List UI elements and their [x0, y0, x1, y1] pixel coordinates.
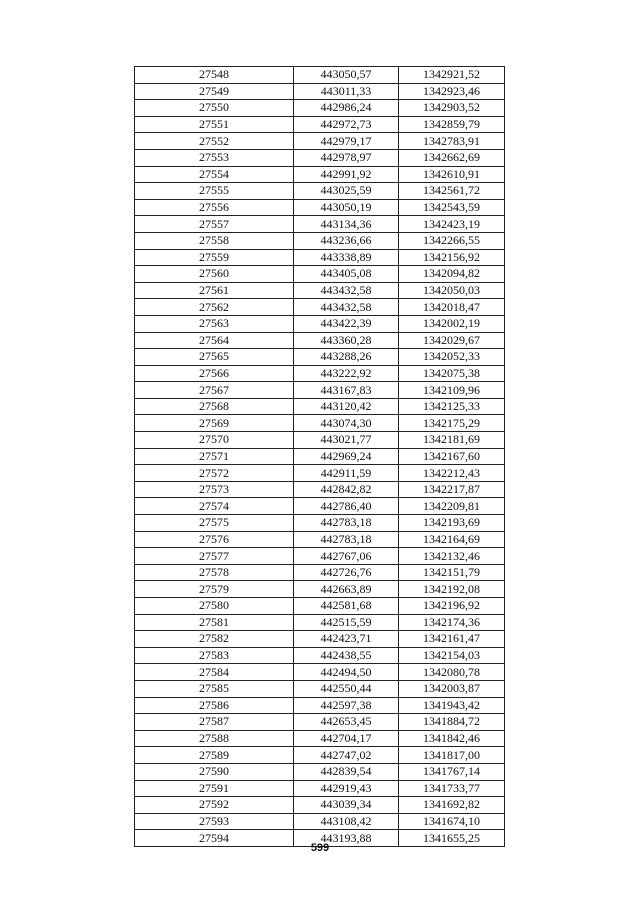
y-coordinate-cell: 1342783,91: [399, 133, 505, 150]
point-number-cell: 27551: [135, 116, 294, 133]
y-coordinate-cell: 1342075,38: [399, 365, 505, 382]
y-coordinate-cell: 1342156,92: [399, 249, 505, 266]
point-number-cell: 27587: [135, 714, 294, 731]
table-row: [135, 249, 505, 266]
y-coordinate-cell: 1342610,91: [399, 166, 505, 183]
y-coordinate-cell: 1341692,82: [399, 797, 505, 814]
table-row: [135, 730, 505, 747]
point-number-cell: 27579: [135, 581, 294, 598]
x-coordinate-cell: 443288,26: [294, 349, 399, 366]
table-row: [135, 116, 505, 133]
y-coordinate-cell: 1342154,03: [399, 647, 505, 664]
y-coordinate-cell: 1342094,82: [399, 266, 505, 283]
y-coordinate-cell: 1341842,46: [399, 730, 505, 747]
y-coordinate-cell: 1342132,46: [399, 548, 505, 565]
table-row: [135, 797, 505, 814]
point-number-cell: 27573: [135, 481, 294, 498]
x-coordinate-cell: 443167,83: [294, 382, 399, 399]
y-coordinate-cell: 1342543,59: [399, 199, 505, 216]
table-row: [135, 448, 505, 465]
table-row: [135, 581, 505, 598]
point-number-cell: 27571: [135, 448, 294, 465]
y-coordinate-cell: 1342209,81: [399, 498, 505, 515]
y-coordinate-cell: 1342193,69: [399, 515, 505, 532]
x-coordinate-cell: 443050,57: [294, 67, 399, 84]
y-coordinate-cell: 1342266,55: [399, 232, 505, 249]
y-coordinate-cell: 1342161,47: [399, 631, 505, 648]
point-number-cell: 27577: [135, 548, 294, 565]
table-row: [135, 813, 505, 830]
coordinates-table: [134, 66, 505, 847]
point-number-cell: 27570: [135, 432, 294, 449]
point-number-cell: 27594: [135, 830, 294, 847]
x-coordinate-cell: 442423,71: [294, 631, 399, 648]
point-number-cell: 27590: [135, 763, 294, 780]
x-coordinate-cell: 443338,89: [294, 249, 399, 266]
y-coordinate-cell: 1342018,47: [399, 299, 505, 316]
y-coordinate-cell: 1342921,52: [399, 67, 505, 84]
point-number-cell: 27583: [135, 647, 294, 664]
y-coordinate-cell: 1342080,78: [399, 664, 505, 681]
point-number-cell: 27550: [135, 100, 294, 117]
point-number-cell: 27569: [135, 415, 294, 432]
table-row: [135, 83, 505, 100]
table-row: [135, 266, 505, 283]
y-coordinate-cell: 1342859,79: [399, 116, 505, 133]
x-coordinate-cell: 442783,18: [294, 515, 399, 532]
y-coordinate-cell: 1342125,33: [399, 398, 505, 415]
point-number-cell: 27578: [135, 564, 294, 581]
table-row: [135, 133, 505, 150]
y-coordinate-cell: 1341655,25: [399, 830, 505, 847]
table-row: [135, 614, 505, 631]
y-coordinate-cell: 1342002,19: [399, 315, 505, 332]
table-row: [135, 149, 505, 166]
x-coordinate-cell: 442919,43: [294, 780, 399, 797]
table-row: [135, 398, 505, 415]
point-number-cell: 27548: [135, 67, 294, 84]
y-coordinate-cell: 1342923,46: [399, 83, 505, 100]
y-coordinate-cell: 1342192,08: [399, 581, 505, 598]
x-coordinate-cell: 442494,50: [294, 664, 399, 681]
y-coordinate-cell: 1341884,72: [399, 714, 505, 731]
y-coordinate-cell: 1342561,72: [399, 183, 505, 200]
table-row: [135, 349, 505, 366]
table-row: [135, 697, 505, 714]
x-coordinate-cell: 443360,28: [294, 332, 399, 349]
y-coordinate-cell: 1341767,14: [399, 763, 505, 780]
x-coordinate-cell: 442783,18: [294, 531, 399, 548]
point-number-cell: 27585: [135, 680, 294, 697]
x-coordinate-cell: 443134,36: [294, 216, 399, 233]
x-coordinate-cell: 443422,39: [294, 315, 399, 332]
point-number-cell: 27582: [135, 631, 294, 648]
point-number-cell: 27574: [135, 498, 294, 515]
table-row: [135, 100, 505, 117]
x-coordinate-cell: 443222,92: [294, 365, 399, 382]
table-row: [135, 481, 505, 498]
table-row: [135, 415, 505, 432]
y-coordinate-cell: 1342181,69: [399, 432, 505, 449]
table-row: [135, 780, 505, 797]
x-coordinate-cell: 443193,88: [294, 830, 399, 847]
table-row: [135, 299, 505, 316]
point-number-cell: 27559: [135, 249, 294, 266]
point-number-cell: 27591: [135, 780, 294, 797]
page-number: 599: [310, 842, 330, 854]
table-row: [135, 199, 505, 216]
x-coordinate-cell: 443039,34: [294, 797, 399, 814]
table-row: [135, 67, 505, 84]
x-coordinate-cell: 442515,59: [294, 614, 399, 631]
y-coordinate-cell: 1342174,36: [399, 614, 505, 631]
y-coordinate-cell: 1342003,87: [399, 680, 505, 697]
y-coordinate-cell: 1342196,92: [399, 598, 505, 615]
x-coordinate-cell: 442704,17: [294, 730, 399, 747]
table-row: [135, 564, 505, 581]
table-row: [135, 315, 505, 332]
point-number-cell: 27568: [135, 398, 294, 415]
point-number-cell: 27556: [135, 199, 294, 216]
y-coordinate-cell: 1342662,69: [399, 149, 505, 166]
point-number-cell: 27572: [135, 465, 294, 482]
point-number-cell: 27558: [135, 232, 294, 249]
x-coordinate-cell: 442839,54: [294, 763, 399, 780]
point-number-cell: 27575: [135, 515, 294, 532]
x-coordinate-cell: 443108,42: [294, 813, 399, 830]
x-coordinate-cell: 443025,59: [294, 183, 399, 200]
table-row: [135, 432, 505, 449]
point-number-cell: 27564: [135, 332, 294, 349]
point-number-cell: 27567: [135, 382, 294, 399]
point-number-cell: 27563: [135, 315, 294, 332]
table-body: [135, 67, 505, 847]
x-coordinate-cell: 442747,02: [294, 747, 399, 764]
point-number-cell: 27553: [135, 149, 294, 166]
x-coordinate-cell: 443405,08: [294, 266, 399, 283]
point-number-cell: 27576: [135, 531, 294, 548]
y-coordinate-cell: 1341943,42: [399, 697, 505, 714]
y-coordinate-cell: 1342167,60: [399, 448, 505, 465]
point-number-cell: 27560: [135, 266, 294, 283]
point-number-cell: 27565: [135, 349, 294, 366]
x-coordinate-cell: 443120,42: [294, 398, 399, 415]
table-row: [135, 548, 505, 565]
x-coordinate-cell: 443050,19: [294, 199, 399, 216]
y-coordinate-cell: 1341674,10: [399, 813, 505, 830]
x-coordinate-cell: 442986,24: [294, 100, 399, 117]
y-coordinate-cell: 1342903,52: [399, 100, 505, 117]
table-row: [135, 465, 505, 482]
x-coordinate-cell: 443074,30: [294, 415, 399, 432]
y-coordinate-cell: 1342212,43: [399, 465, 505, 482]
table-row: [135, 531, 505, 548]
point-number-cell: 27554: [135, 166, 294, 183]
point-number-cell: 27557: [135, 216, 294, 233]
point-number-cell: 27588: [135, 730, 294, 747]
table-row: [135, 598, 505, 615]
x-coordinate-cell: 442581,68: [294, 598, 399, 615]
x-coordinate-cell: 442842,82: [294, 481, 399, 498]
table-row: [135, 365, 505, 382]
x-coordinate-cell: 442969,24: [294, 448, 399, 465]
y-coordinate-cell: 1342217,87: [399, 481, 505, 498]
y-coordinate-cell: 1342050,03: [399, 282, 505, 299]
table-row: [135, 647, 505, 664]
table-row: [135, 282, 505, 299]
x-coordinate-cell: 443021,77: [294, 432, 399, 449]
point-number-cell: 27584: [135, 664, 294, 681]
y-coordinate-cell: 1342151,79: [399, 564, 505, 581]
point-number-cell: 27562: [135, 299, 294, 316]
table-row: [135, 183, 505, 200]
y-coordinate-cell: 1342423,19: [399, 216, 505, 233]
y-coordinate-cell: 1342109,96: [399, 382, 505, 399]
point-number-cell: 27566: [135, 365, 294, 382]
x-coordinate-cell: 442978,97: [294, 149, 399, 166]
table-row: [135, 515, 505, 532]
point-number-cell: 27555: [135, 183, 294, 200]
table-row: [135, 680, 505, 697]
point-number-cell: 27561: [135, 282, 294, 299]
x-coordinate-cell: 443432,58: [294, 282, 399, 299]
point-number-cell: 27581: [135, 614, 294, 631]
x-coordinate-cell: 442653,45: [294, 714, 399, 731]
point-number-cell: 27593: [135, 813, 294, 830]
table-row: [135, 664, 505, 681]
x-coordinate-cell: 443432,58: [294, 299, 399, 316]
point-number-cell: 27592: [135, 797, 294, 814]
table-row: [135, 763, 505, 780]
x-coordinate-cell: 442767,06: [294, 548, 399, 565]
table-row: [135, 498, 505, 515]
point-number-cell: 27580: [135, 598, 294, 615]
point-number-cell: 27589: [135, 747, 294, 764]
x-coordinate-cell: 443011,33: [294, 83, 399, 100]
y-coordinate-cell: 1341817,00: [399, 747, 505, 764]
y-coordinate-cell: 1341733,77: [399, 780, 505, 797]
point-number-cell: 27586: [135, 697, 294, 714]
table-row: [135, 216, 505, 233]
x-coordinate-cell: 442550,44: [294, 680, 399, 697]
x-coordinate-cell: 443236,66: [294, 232, 399, 249]
x-coordinate-cell: 442438,55: [294, 647, 399, 664]
table-row: [135, 382, 505, 399]
x-coordinate-cell: 442979,17: [294, 133, 399, 150]
table-row: [135, 631, 505, 648]
x-coordinate-cell: 442597,38: [294, 697, 399, 714]
table-row: [135, 232, 505, 249]
x-coordinate-cell: 442726,76: [294, 564, 399, 581]
y-coordinate-cell: 1342029,67: [399, 332, 505, 349]
point-number-cell: 27552: [135, 133, 294, 150]
table-row: [135, 166, 505, 183]
table-row: [135, 714, 505, 731]
y-coordinate-cell: 1342175,29: [399, 415, 505, 432]
y-coordinate-cell: 1342052,33: [399, 349, 505, 366]
point-number-cell: 27549: [135, 83, 294, 100]
y-coordinate-cell: 1342164,69: [399, 531, 505, 548]
table-row: [135, 747, 505, 764]
table-row: [135, 332, 505, 349]
x-coordinate-cell: 442991,92: [294, 166, 399, 183]
x-coordinate-cell: 442786,40: [294, 498, 399, 515]
x-coordinate-cell: 442972,73: [294, 116, 399, 133]
x-coordinate-cell: 442663,89: [294, 581, 399, 598]
x-coordinate-cell: 442911,59: [294, 465, 399, 482]
